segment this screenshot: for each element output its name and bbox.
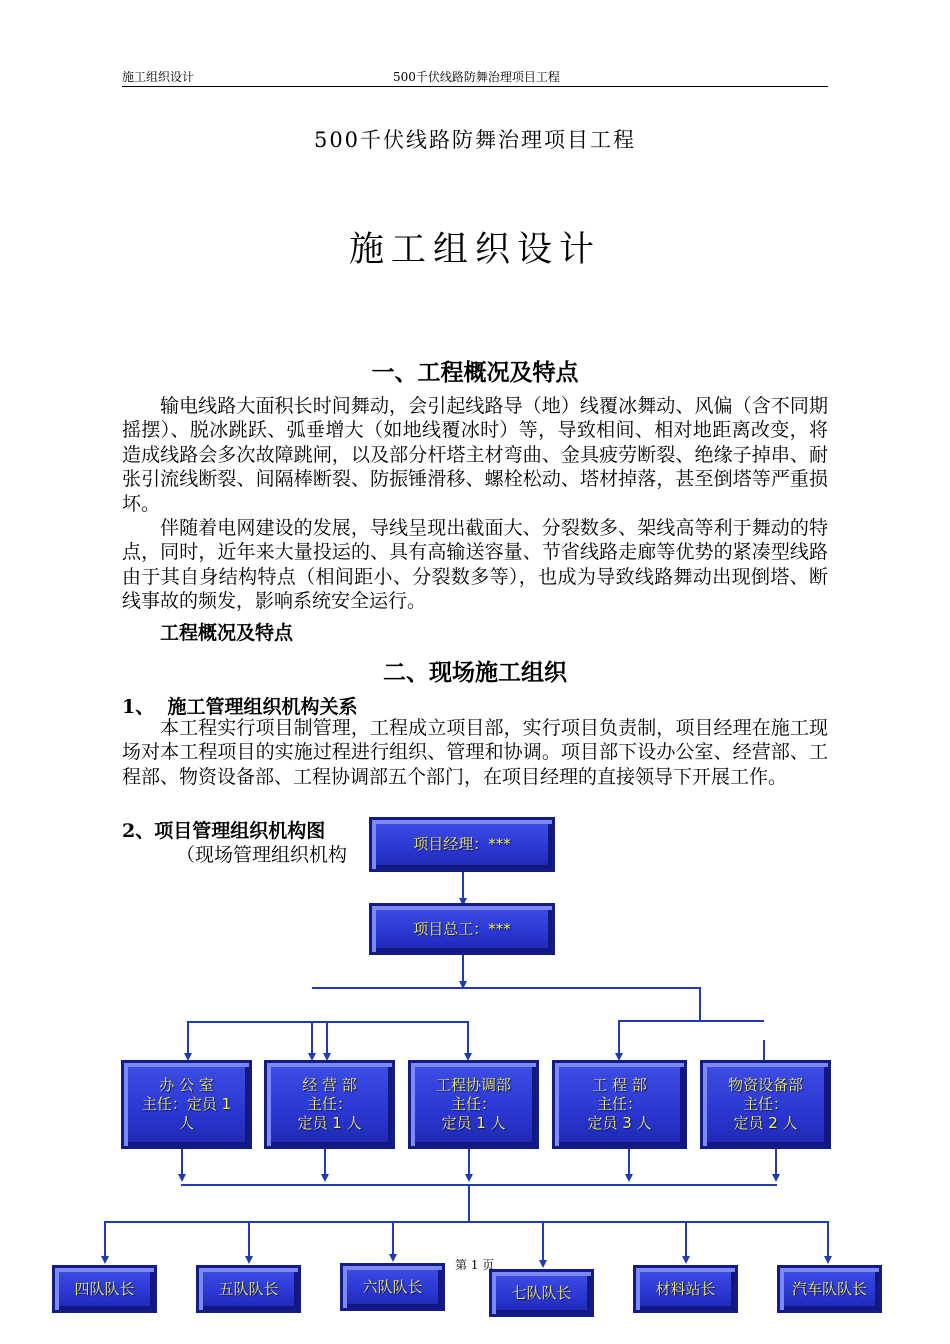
team-box [633,1265,738,1313]
arrow [321,1174,329,1182]
connector [467,1021,469,1055]
connector [685,1221,687,1258]
item1-heading: 1、 施工管理组织机构关系 [122,696,358,718]
connector [827,1221,829,1258]
department-staff: 定员 1 人 [441,1114,506,1132]
team-label: 六队队长 [362,1277,423,1296]
department-director: 主任： [450,1095,496,1113]
section2-heading: 二、现场施工组织 [383,659,567,686]
connector [311,1021,313,1055]
arrow [539,1260,547,1268]
team-box [52,1265,157,1313]
cover-subtitle: 500千伏线路防舞治理项目工程 [313,128,637,152]
team-label: 材料站长 [655,1279,716,1298]
department-director: 主任： [596,1095,642,1113]
connector [699,987,701,1021]
department-staff: 定员 3 人 [587,1114,652,1132]
cover-title: 施工组织设计 [348,230,601,270]
item2-note: （现场管理组织机构 [176,844,348,866]
connector [763,1040,765,1060]
arrow [465,1174,473,1182]
connector [104,1221,106,1258]
department-box-materials [700,1060,831,1149]
connector [392,1221,394,1256]
arrow [245,1256,253,1264]
running-header-left: 施工组织设计 [122,70,195,84]
department-director: 主任：定员 1 [141,1095,232,1113]
department-box-engineering [552,1060,687,1149]
section1-paragraph-2: 伴随着电网建设的发展，导线呈现出截面大、分裂数多、架线高等利于舞动的特点，同时，近年来大量投运的、具有高输送容量、节省线路走廊等优势的紧凑型线路由于其自身结构特点（相间距小、分裂数多等），也成为导致线路舞动出现倒塔、断线事故的频发，影响系统安全运行。 [122,517,828,613]
chief-engineer-box [369,903,555,955]
item2-heading: 2、项目管理组织机构图 [122,820,326,842]
department-director: 主任： [742,1095,788,1113]
team-box [489,1269,594,1317]
team-box [777,1265,882,1313]
page-number: 第 1 页 [455,1258,495,1272]
connector [187,1021,189,1055]
team-label: 七队队长 [511,1283,572,1302]
department-name: 工程协调部 [435,1076,511,1094]
connector [326,1021,328,1055]
connector [312,987,700,989]
department-staff: 定员 2 人 [733,1114,798,1132]
team-label: 汽车队队长 [791,1279,867,1298]
connector [248,1221,250,1258]
arrow [824,1256,832,1264]
item1-paragraph: 本工程实行项目制管理，工程成立项目部，实行项目负责制，项目经理在施工现场对本工程项目的实施过程进行组织、管理和协调。项目部下设办公室、经营部、工程部、物资设备部、工程协调部五个部门，在项目经理的直接领导下开展工作。 [122,717,828,788]
department-name: 物资设备部 [727,1076,803,1094]
connector [181,1184,777,1186]
team-label: 五队队长 [218,1279,279,1298]
connector [181,1149,183,1175]
connector [462,872,464,900]
section1-subheading: 工程概况及特点 [160,622,294,644]
arrow [772,1174,780,1182]
connector [187,1021,469,1023]
running-header-center: 500千伏线路防舞治理项目工程 [393,70,560,84]
connector [775,1149,777,1175]
department-name: 工 程 部 [592,1076,647,1094]
project-manager-box [369,817,555,872]
connector [542,1221,544,1262]
arrow [682,1256,690,1264]
department-box-office [121,1060,252,1149]
connector [628,1149,630,1175]
department-name: 经 营 部 [302,1076,357,1094]
department-director: 主任： [306,1095,352,1113]
chief-engineer-label: 项目总工：*** [413,919,511,938]
arrow [389,1254,397,1262]
arrow [101,1256,109,1264]
department-box-business [264,1060,395,1149]
arrow [178,1174,186,1182]
department-staff: 定员 1 人 [297,1114,362,1132]
connector [468,1149,470,1175]
header-rule [122,86,828,87]
department-staff: 人 [178,1114,194,1132]
connector [618,1020,764,1022]
connector [618,1020,620,1055]
team-label: 四队队长 [74,1279,135,1298]
arrow [625,1174,633,1182]
team-box [340,1263,445,1311]
team-box [196,1265,301,1313]
section1-paragraph-1: 输电线路大面积长时间舞动，会引起线路导（地）线覆冰舞动、风偏（含不同期摇摆）、脱冰跳跃、弧垂增大（如地线覆冰时）等，导致相间、相对地距离改变，将造成线路会多次故障跳闸，以及部分杆塔主材弯曲、金具疲劳断裂、绝缘子掉串、耐张引流线断裂、间隔棒断裂、防振锤滑移、螺栓松动、塔材掉落，甚至倒塔等严重损坏。 [122,395,828,515]
department-name: 办 公 室 [159,1076,214,1094]
department-box-coordination [408,1060,539,1149]
connector [468,1185,470,1221]
connector [324,1149,326,1175]
connector [462,955,464,983]
connector [104,1221,828,1223]
section1-heading: 一、工程概况及特点 [371,359,579,386]
project-manager-label: 项目经理：*** [413,835,511,853]
